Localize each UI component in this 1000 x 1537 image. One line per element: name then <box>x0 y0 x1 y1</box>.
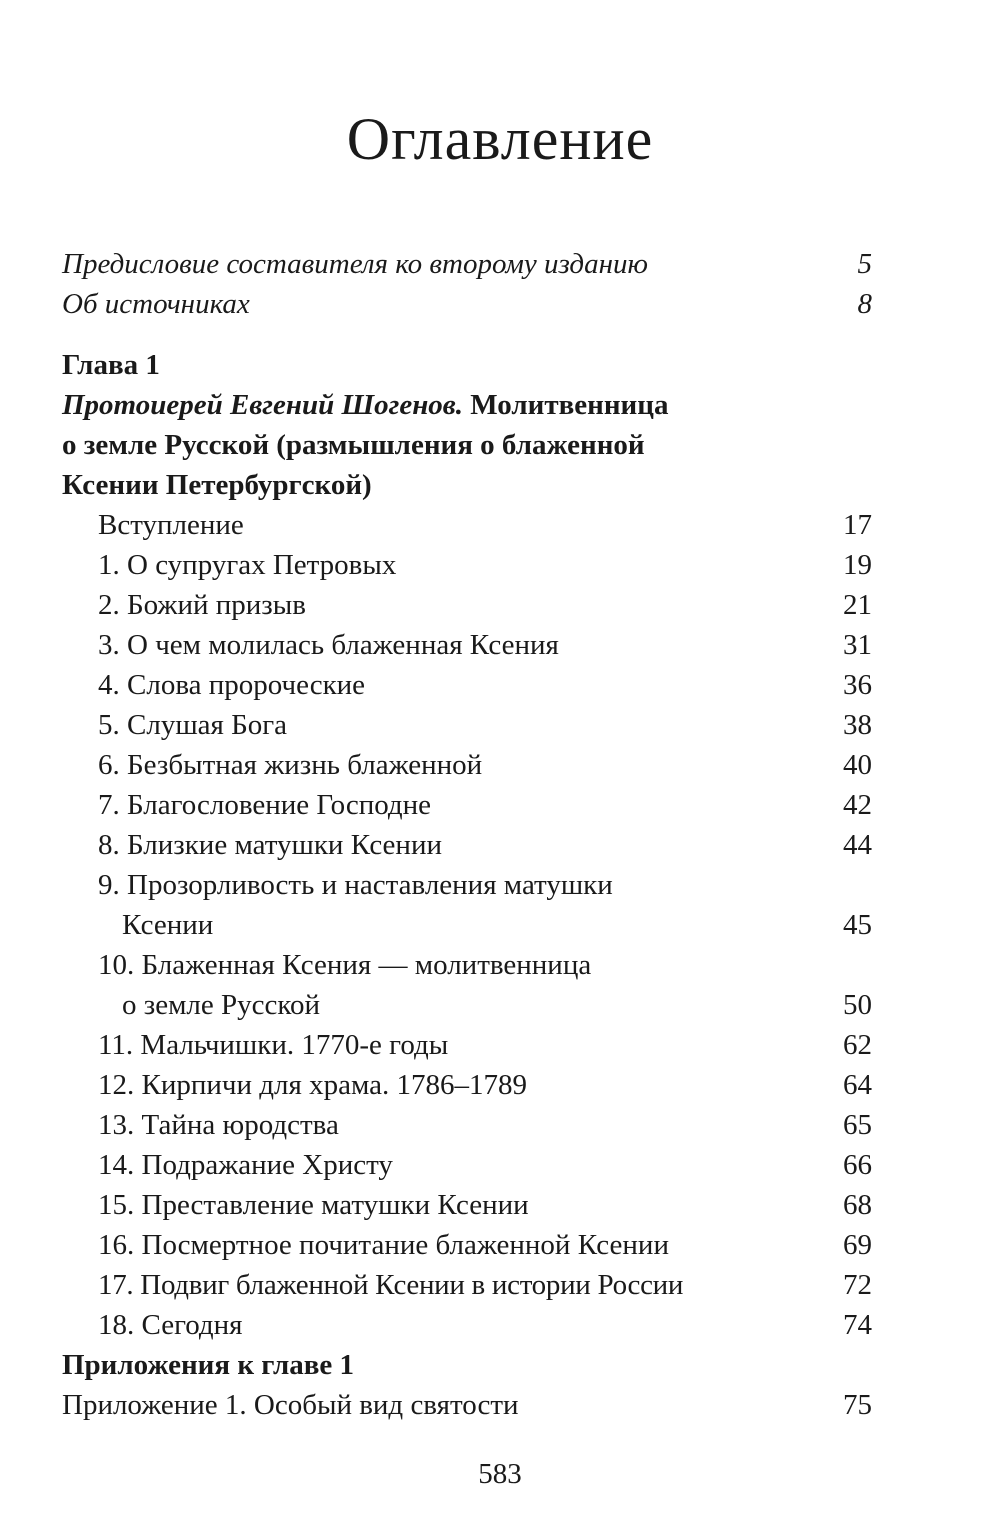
toc-entry[interactable] <box>0 1265 1000 1305</box>
toc-entry-title: 14. Подражание Христу <box>98 1149 393 1181</box>
toc-entry[interactable] <box>0 705 1000 745</box>
toc-entry-title: Приложение 1. Особый вид святости <box>62 1389 519 1421</box>
toc-entry[interactable] <box>0 825 1000 865</box>
toc-entry-page: 65 <box>843 1109 872 1141</box>
chapter-title-line-3-text: Ксении Петербургской) <box>62 469 372 501</box>
toc-entry-page: 66 <box>843 1149 872 1181</box>
toc-entry[interactable] <box>0 665 1000 705</box>
toc-entry-title: 11. Мальчишки. 1770-е годы <box>98 1029 449 1061</box>
toc-entry-title-cont: о земле Русской <box>122 989 321 1021</box>
toc-entry-page: 21 <box>843 589 872 621</box>
toc-entry-page: 38 <box>843 709 872 741</box>
toc-entry-title: 5. Слушая Бога <box>98 709 288 741</box>
toc-entry-page: 40 <box>843 749 872 781</box>
toc-entry[interactable] <box>0 1105 1000 1145</box>
toc-entry-title: 3. О чем молилась блаженная Ксения <box>98 629 559 661</box>
toc-entry-page: 42 <box>843 789 872 821</box>
toc-entry-title-cont: Ксении <box>122 909 214 941</box>
toc-entry-title: 16. Посмертное почитание блаженной Ксении <box>98 1229 669 1261</box>
toc-entry-title: 9. Прозорливость и наставления матушки <box>98 869 613 901</box>
toc-entry-title: 6. Безбытная жизнь блаженной <box>98 749 483 781</box>
toc-entry-sources[interactable] <box>0 284 1000 324</box>
chapter-title-line-1-text <box>62 385 668 425</box>
toc-entry[interactable] <box>0 625 1000 665</box>
toc-entry-title: Об источниках <box>62 288 250 320</box>
toc-entry[interactable] <box>0 1185 1000 1225</box>
toc-entry-page: 45 <box>843 909 872 941</box>
toc-entry[interactable] <box>0 1025 1000 1065</box>
toc-entry-page: 5 <box>857 248 872 280</box>
toc-entry-page: 36 <box>843 669 872 701</box>
toc-entry-page: 19 <box>843 549 872 581</box>
toc-entry-title: 18. Сегодня <box>98 1309 243 1341</box>
toc-entry-page: 44 <box>843 829 872 861</box>
toc-entry-title: 1. О супругах Петровых <box>98 549 397 581</box>
toc-entry-title: 8. Близкие матушки Ксении <box>98 829 442 861</box>
chapter-title-line-2 <box>0 425 1000 465</box>
toc-entry-page: 74 <box>843 1309 872 1341</box>
chapter-title-line-3 <box>0 465 1000 505</box>
toc-entry-title: 4. Слова пророческие <box>98 669 366 701</box>
toc-entry[interactable] <box>0 865 1000 905</box>
toc-entry-page: 17 <box>843 509 872 541</box>
toc-entry-page: 8 <box>857 288 872 320</box>
chapter-author: Протоиерей Евгений Шогенов. <box>62 389 464 421</box>
toc-entry-page: 31 <box>843 629 872 661</box>
toc-entry-page: 68 <box>843 1189 872 1221</box>
chapter-title-line-2-text: о земле Русской (размышления о блаженной <box>62 429 645 461</box>
appendices-heading-text: Приложения к главе 1 <box>62 1349 355 1381</box>
toc-entry-preface[interactable] <box>0 244 1000 284</box>
chapter-label <box>0 345 1000 385</box>
toc-entry-page: 72 <box>843 1269 872 1301</box>
toc-entry-appendix[interactable] <box>0 1385 1000 1425</box>
toc-entry[interactable] <box>0 785 1000 825</box>
toc-entry[interactable] <box>0 1065 1000 1105</box>
toc-entry[interactable] <box>0 545 1000 585</box>
chapter-label-text: Глава 1 <box>62 349 160 381</box>
toc-entry[interactable] <box>0 1305 1000 1345</box>
appendices-heading <box>0 1345 1000 1385</box>
toc-entry[interactable] <box>0 505 1000 545</box>
toc-entry-title: 13. Тайна юродства <box>98 1109 339 1141</box>
toc-entry[interactable] <box>0 945 1000 985</box>
toc-entry[interactable] <box>0 1145 1000 1185</box>
toc-entry-title: 17. Подвиг блаженной Ксении в истории России <box>98 1269 684 1301</box>
toc-entry-title: 2. Божий призыв <box>98 589 306 621</box>
toc-entry-page: 69 <box>843 1229 872 1261</box>
toc-entry-title: 12. Кирпичи для храма. 1786–1789 <box>98 1069 527 1101</box>
toc-entry-page: 62 <box>843 1029 872 1061</box>
page-number: 583 <box>478 1458 522 1490</box>
toc-entry-title: 15. Преставление матушки Ксении <box>98 1189 529 1221</box>
toc-entry-title: 10. Блаженная Ксения — молитвенница <box>98 949 592 981</box>
toc-entry[interactable] <box>0 1225 1000 1265</box>
toc-entry[interactable] <box>0 745 1000 785</box>
toc-entry-page: 64 <box>843 1069 872 1101</box>
toc-entry[interactable] <box>0 585 1000 625</box>
toc-entry-title: 7. Благословение Господне <box>98 789 432 821</box>
page-title: Оглавление <box>346 106 654 172</box>
toc-entry-page: 75 <box>843 1389 872 1421</box>
toc-entry-title: Предисловие составителя ко второму изданию <box>62 248 648 280</box>
toc-entry-title: Вступление <box>98 509 244 541</box>
toc-entry-continuation[interactable] <box>0 985 1000 1025</box>
toc-entry-continuation[interactable] <box>0 905 1000 945</box>
chapter-title-line-1 <box>0 385 1000 425</box>
toc-entry-page: 50 <box>843 989 872 1021</box>
chapter-title-start: Молитвенница <box>470 389 669 421</box>
